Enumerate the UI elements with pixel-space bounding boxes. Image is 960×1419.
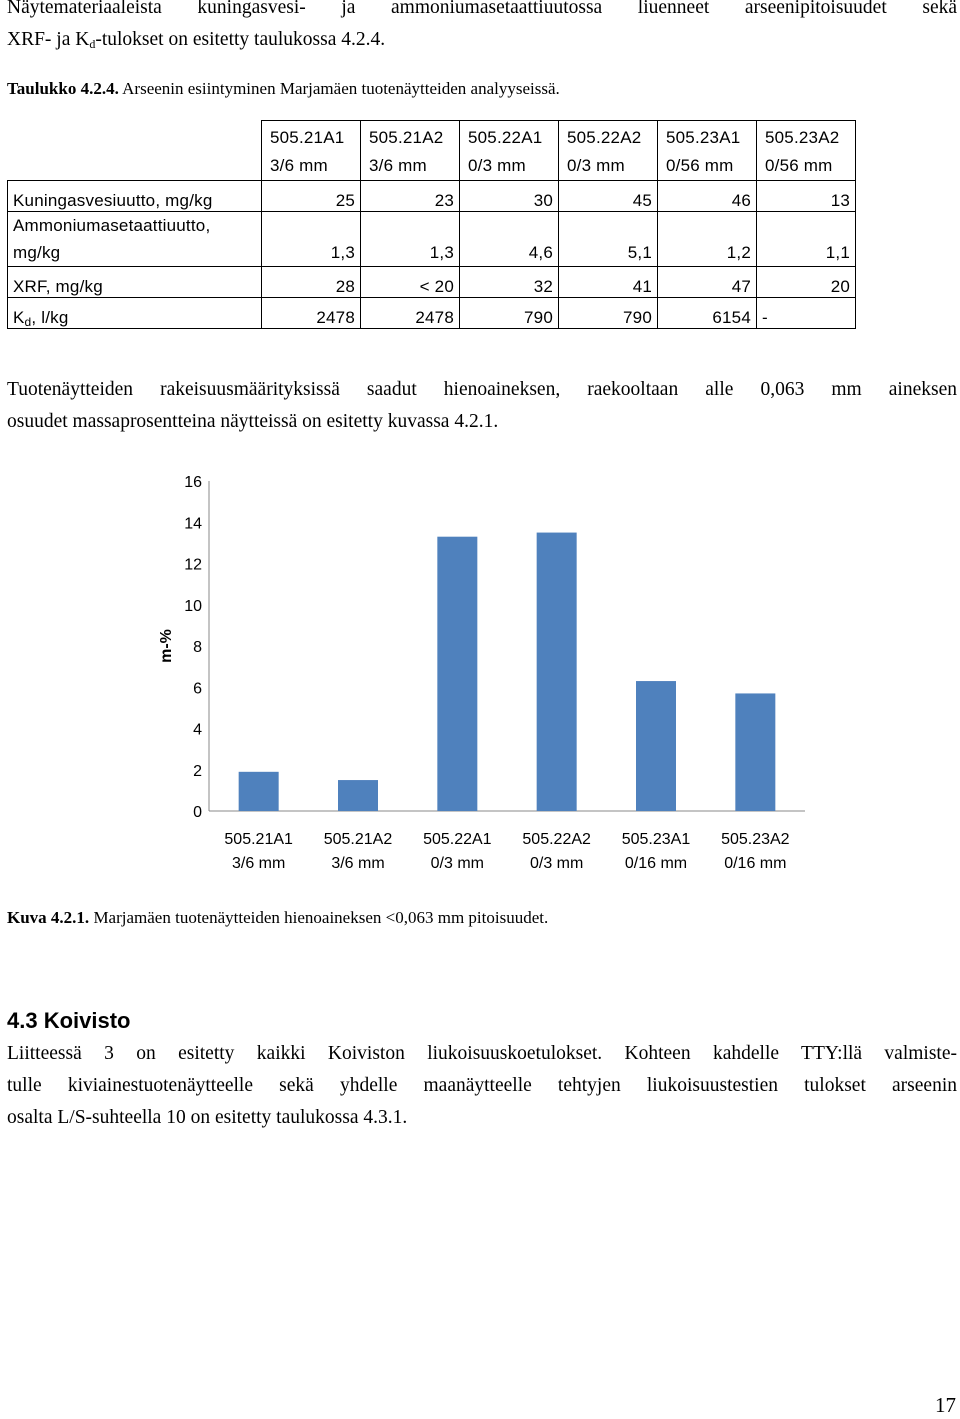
x-tick-label: 505.22A1 <box>423 831 492 848</box>
para2-line-2: osuudet massaprosentteina näytteissä on esitetty kuvassa 4.2.1. <box>7 411 499 432</box>
intro-line-2 <box>7 24 957 56</box>
table-cell: 4,6 <box>460 212 559 267</box>
table-cell: 1,2 <box>658 212 757 267</box>
col-size: 0/56 mm <box>765 156 833 175</box>
table-cell: 790 <box>559 298 658 329</box>
section-heading: 4.3 Koivisto <box>7 1008 131 1033</box>
row-label-subscript-d: d <box>24 315 32 329</box>
table-cell: 41 <box>559 267 658 298</box>
fines-bar-chart <box>140 462 820 882</box>
y-tick-label: 2 <box>193 762 202 780</box>
table-caption <box>7 76 560 102</box>
y-tick-label: 12 <box>184 556 202 574</box>
col-code: 505.21A2 <box>369 128 444 147</box>
table-cell: 1,3 <box>262 212 361 267</box>
y-axis-title: m-% <box>158 629 175 663</box>
table-cell: < 20 <box>361 267 460 298</box>
bar <box>338 780 378 811</box>
intro-paragraph <box>7 0 957 56</box>
col-code: 505.23A2 <box>765 128 840 147</box>
col-size: 3/6 mm <box>369 156 427 175</box>
table-cell: 46 <box>658 181 757 212</box>
page-number: 17 <box>935 1393 956 1417</box>
table-cell: - <box>757 298 856 329</box>
intro-text-xrf: XRF- ja K <box>7 29 90 50</box>
col-code: 505.22A2 <box>567 128 642 147</box>
row-label-line-2: mg/kg <box>13 243 61 262</box>
table-cell: 6154 <box>658 298 757 329</box>
table-cell: 5,1 <box>559 212 658 267</box>
intro-subscript-d: d <box>89 37 96 51</box>
col-code: 505.21A1 <box>270 128 345 147</box>
table-cell: 47 <box>658 267 757 298</box>
table-cell: 45 <box>559 181 658 212</box>
table-cell: 13 <box>757 181 856 212</box>
table-cell: 1,3 <box>361 212 460 267</box>
table-cell: 2478 <box>262 298 361 329</box>
bar <box>636 681 676 811</box>
section-paragraph <box>7 1038 957 1134</box>
table-cell: 1,1 <box>757 212 856 267</box>
y-tick-label: 6 <box>193 680 202 698</box>
table-row <box>8 181 856 212</box>
y-tick-label: 14 <box>184 515 202 533</box>
table-cell: 2478 <box>361 298 460 329</box>
y-tick-label: 16 <box>184 474 202 491</box>
y-tick-label: 10 <box>184 597 202 615</box>
grain-size-paragraph <box>7 374 957 438</box>
arsenic-table <box>7 120 856 329</box>
table-row <box>8 298 856 329</box>
col-size: 0/3 mm <box>567 156 625 175</box>
row-label <box>8 298 262 329</box>
table-col-header <box>658 121 757 181</box>
col-size: 0/56 mm <box>666 156 734 175</box>
table-cell: 30 <box>460 181 559 212</box>
col-size: 3/6 mm <box>270 156 328 175</box>
intro-line-1: Näytemateriaaleista kuningasvesi- ja ammoniumasetaattiuutossa liuenneet arseenipitoisuudet sekä <box>7 0 957 18</box>
x-tick-label: 505.21A1 <box>224 831 293 848</box>
col-code: 505.23A1 <box>666 128 741 147</box>
x-tick-label: 0/3 mm <box>529 855 584 872</box>
table-cell: 32 <box>460 267 559 298</box>
intro-text-post: -tulokset on esitetty taulukossa 4.2.4. <box>95 29 386 50</box>
table-row <box>8 212 856 267</box>
section-line-2: tulle kiviainestuotenäytteelle sekä yhdelle maanäytteelle tehtyjen liukoisuustestien tulokset arseenin <box>7 1075 957 1096</box>
bar <box>537 533 577 811</box>
figure-caption <box>7 908 548 928</box>
section-line-1: Liitteessä 3 on esitetty kaikki Koiviston liukoisuuskoetulokset. Kohteen kahdelle TTY:llä valmiste- <box>7 1043 957 1064</box>
table-cell: 790 <box>460 298 559 329</box>
x-tick-label: 3/6 mm <box>231 855 286 872</box>
table-caption-text: Arseenin esiintyminen Marjamäen tuotenäytteiden analyyseissä. <box>122 79 560 98</box>
y-tick-label: 4 <box>193 721 202 739</box>
row-label-line-1: Ammoniumasetaattiuutto, <box>13 216 211 235</box>
table-corner-cell <box>8 121 262 181</box>
x-tick-label: 3/6 mm <box>331 855 385 872</box>
bar <box>239 772 279 811</box>
table-col-header <box>361 121 460 181</box>
table-caption-label: Taulukko 4.2.4. <box>7 79 119 98</box>
section-line-3: osalta L/S-suhteella 10 on esitetty taulukossa 4.3.1. <box>7 1107 408 1128</box>
row-label: Kuningasvesiuutto, mg/kg <box>8 181 262 212</box>
x-tick-label: 505.23A2 <box>721 831 790 848</box>
x-tick-label: 505.23A1 <box>621 831 691 848</box>
row-label <box>8 212 262 267</box>
row-label-k: K <box>13 308 25 327</box>
table-row <box>8 267 856 298</box>
table-cell: 20 <box>757 267 856 298</box>
table-cell: 23 <box>361 181 460 212</box>
x-tick-label: 0/16 mm <box>624 855 688 872</box>
y-tick-label: 0 <box>193 804 202 821</box>
table-cell: 25 <box>262 181 361 212</box>
figure-caption-text: Marjamäen tuotenäytteiden hienoaineksen <0,063 mm pitoisuudet. <box>93 908 549 927</box>
para2-line-1: Tuotenäytteiden rakeisuusmäärityksissä saadut hienoaineksen, raekooltaan alle 0,063 mm aineksen <box>7 379 957 400</box>
figure-caption-label: Kuva 4.2.1. <box>7 908 90 927</box>
table-col-header <box>757 121 856 181</box>
x-tick-label: 0/16 mm <box>724 855 787 872</box>
table-cell: 28 <box>262 267 361 298</box>
table-header-row <box>8 121 856 181</box>
bar <box>437 537 477 811</box>
row-label: XRF, mg/kg <box>8 267 262 298</box>
table-col-header <box>262 121 361 181</box>
y-tick-label: 8 <box>193 639 202 656</box>
x-tick-label: 0/3 mm <box>430 855 485 872</box>
bar <box>735 693 775 811</box>
table-col-header <box>559 121 658 181</box>
col-size: 0/3 mm <box>468 156 526 175</box>
x-tick-label: 505.22A2 <box>522 831 591 848</box>
x-tick-label: 505.21A2 <box>323 831 393 848</box>
col-code: 505.22A1 <box>468 128 543 147</box>
row-label-unit: , l/kg <box>31 308 69 327</box>
table-col-header <box>460 121 559 181</box>
